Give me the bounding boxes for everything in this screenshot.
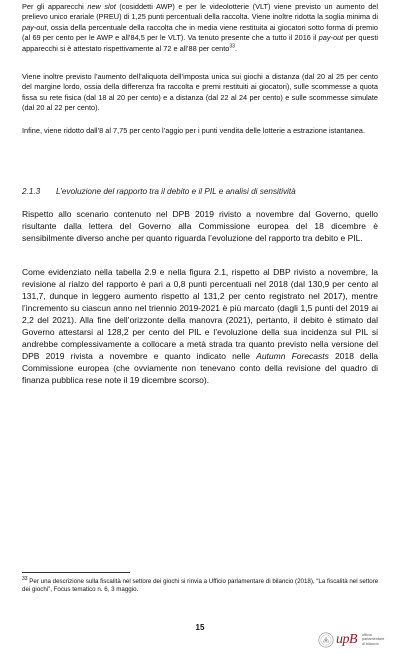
seal-icon — [318, 632, 334, 648]
footnote-marker: 33 — [22, 575, 28, 582]
paragraph-debt-evolution — [22, 266, 378, 386]
footnote — [22, 575, 382, 595]
text-run: per questi apparecchi si è attestato rispettivamente al 72 e all’88 per cento — [22, 33, 378, 53]
page-number: 15 — [195, 623, 205, 632]
footnote-ref[interactable]: 33 — [229, 43, 235, 50]
text-run: , ossia della percentuale della raccolta che in media viene restituita ai giocatori sotto forma di premio (al 69 per cento per le AWP e all’84,5 per le VLT). Va tenuto presente che a tutto il 2016 il — [22, 22, 378, 43]
italic-term: Autumn Forecasts — [256, 351, 329, 361]
paragraph-debt-scenario: Rispetto allo scenario contenuto nel DPB 2019 rivisto a novembre dal Governo, quello risultante dalla lettera del Governo alla Commissione europea del 18 dicembre è sensibilmente diverso anche per quanto riguarda l’evoluzione del rapporto tra debito e PIL. — [22, 209, 378, 243]
upb-logo — [318, 632, 392, 650]
footnote-text: Per una descrizione sulla fiscalità nel settore dei giochi si rinvia a Ufficio parlamentare di bilancio (2018), “La fiscalità nel settore dei giochi”, Focus tematico n. 6, 3 maggio. — [22, 578, 379, 594]
logo-line: parlamentare — [362, 637, 385, 642]
logo-line: ufficio — [362, 633, 372, 637]
footnote-divider — [22, 572, 130, 573]
section-number: 2.1.3 — [22, 187, 41, 196]
text-run: Come evidenziato nella tabella 2.9 e nella figura 2.1, rispetto al DBP rivisto a novembre, la revisione al rialzo del rapporto è pari a 0,8 punti percentuali nel 2018 (dal 130,9 per cento al 131,7, dunque in leggero aumento rispetto al 131,2 per cento registrato nel 2017), mentre l’incremento su ciascun anno nel triennio 2019-2021 è più marcato (dagli 1,5 punti del 2019 ai 2,2 del 2021). Alla fine dell’orizzonte della manovra (2021), pertanto, il debito è stimato dal Governo attestarsi al 128,2 per cento del PIL e l’evoluzione della sua incidenza sul PIL si andrebbe complessivamente a collocare a metà strada tra quanto previsto nella versione del DPB 2019 rivista a novembre e quanto indicato nelle — [22, 267, 378, 361]
italic-term: pay-out — [318, 33, 344, 43]
paragraph-remote-gaming-tax: Viene inoltre previsto l’aumento dell’aliquota dell’imposta unica sui giochi a distanza (dal 20 al 25 per cento del margine lordo, ossia della differenza fra raccolta e premi restituiti ai giocatori), sulle scommesse a quota fissa su rete fisica (dal 18 al 20 per cento) e a distanza (dal 22 al 24 per cento) e sulle scommesse simulate (dal 20 al 22 per cento). — [22, 72, 378, 113]
text-run: Per gli apparecchi — [22, 2, 88, 11]
section-heading — [22, 187, 378, 196]
logo-line: di bilancio — [362, 641, 379, 646]
text-run: (cosiddetti AWP) e per le videolotterie (VLT) viene previsto un aumento del prelievo unico erariale (PREU) di 1,25 punti percentuali della raccolta. Viene inoltre ridotta la soglia minima di — [22, 2, 378, 22]
paragraph-gaming-levy — [22, 2, 378, 54]
text-run: 2018 della Commissione europea (che ovviamente non tenevano conto della revisione del quadro di finanza pubblica rese note il 19 dicembre scorso). — [22, 351, 378, 385]
text-run: . — [234, 43, 237, 53]
paragraph-lottery-commission: Infine, viene ridotto dall’8 al 7,75 per cento l’aggio per i punti vendita delle lotterie a estrazione istantanea. — [22, 126, 365, 135]
logo-mark: upB — [336, 632, 358, 647]
italic-term: new slot — [87, 2, 116, 11]
italic-term: pay-out — [22, 22, 47, 32]
section-title: L’evoluzione del rapporto tra il debito e il PIL e analisi di sensitività — [56, 187, 296, 196]
logo-text — [362, 633, 384, 646]
